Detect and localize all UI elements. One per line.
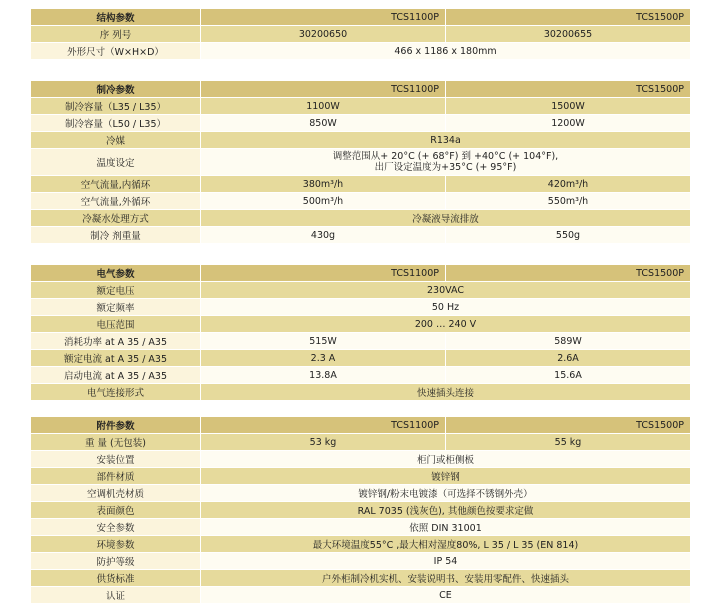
model-tcs1500p-header: TCS1500P <box>446 417 691 434</box>
value-shared: 冷凝液导流排放 <box>201 210 691 227</box>
row-label: 冷凝水处理方式 <box>31 210 201 227</box>
row-label: 电气连接形式 <box>31 384 201 401</box>
section-title: 附件参数 <box>31 417 201 434</box>
table-row <box>31 115 691 132</box>
value-shared: IP 54 <box>201 553 691 570</box>
table-row <box>31 434 691 451</box>
electrical-params-table <box>30 264 691 401</box>
row-label: 空气流量,内循环 <box>31 176 201 193</box>
value-shared: RAL 7035 (浅灰色), 其他颜色按要求定做 <box>201 502 691 519</box>
value-shared: 快速插头连接 <box>201 384 691 401</box>
table-row <box>31 587 691 604</box>
accessory-params-table <box>30 416 691 604</box>
table-row <box>31 282 691 299</box>
row-label: 安全参数 <box>31 519 201 536</box>
table-header-row <box>31 265 691 282</box>
value-shared: 依照 DIN 31001 <box>201 519 691 536</box>
row-label: 制冷容量（L50 / L35） <box>31 115 201 132</box>
table-row <box>31 468 691 485</box>
value-tcs1500p: 1500W <box>446 98 691 115</box>
row-label: 部件材质 <box>31 468 201 485</box>
row-label: 温度设定 <box>31 149 201 176</box>
table-row <box>31 149 691 176</box>
value-shared: 最大环境温度55°C ,最大相对湿度80%, L 35 / L 35 (EN 814) <box>201 536 691 553</box>
value-tcs1500p: 550g <box>446 227 691 244</box>
value-tcs1500p: 589W <box>446 333 691 350</box>
value-tcs1100p: 850W <box>201 115 446 132</box>
row-label: 空气流量,外循环 <box>31 193 201 210</box>
value-tcs1100p: 1100W <box>201 98 446 115</box>
table-row <box>31 536 691 553</box>
row-label: 供货标准 <box>31 570 201 587</box>
value-tcs1500p: 55 kg <box>446 434 691 451</box>
value-shared <box>201 149 691 176</box>
section-title: 制冷参数 <box>31 81 201 98</box>
value-tcs1100p: 430g <box>201 227 446 244</box>
row-label: 重 量 (无包装) <box>31 434 201 451</box>
row-label: 环境参数 <box>31 536 201 553</box>
value-shared: 200 … 240 V <box>201 316 691 333</box>
row-label: 认证 <box>31 587 201 604</box>
model-tcs1100p-header: TCS1100P <box>201 81 446 98</box>
value-tcs1500p: 420m³/h <box>446 176 691 193</box>
value-tcs1100p: 515W <box>201 333 446 350</box>
value-tcs1500p: 15.6A <box>446 367 691 384</box>
structure-params-table <box>30 8 691 60</box>
value-tcs1100p: 2.3 A <box>201 350 446 367</box>
table-header-row <box>31 81 691 98</box>
table-row <box>31 519 691 536</box>
row-label: 安装位置 <box>31 451 201 468</box>
table-row <box>31 227 691 244</box>
section-title: 结构参数 <box>31 9 201 26</box>
value-tcs1500p: 1200W <box>446 115 691 132</box>
value-shared: 镀锌钢/粉末电镀漆（可选择不锈钢外壳） <box>201 485 691 502</box>
table-header-row <box>31 417 691 434</box>
table-row <box>31 132 691 149</box>
value-shared: CE <box>201 587 691 604</box>
row-label: 额定电压 <box>31 282 201 299</box>
table-row <box>31 26 691 43</box>
row-label: 电压范围 <box>31 316 201 333</box>
row-label: 表面颜色 <box>31 502 201 519</box>
row-label: 外形尺寸（W×H×D） <box>31 43 201 60</box>
model-tcs1100p-header: TCS1100P <box>201 9 446 26</box>
row-label: 额定频率 <box>31 299 201 316</box>
row-label: 消耗功率 at A 35 / A35 <box>31 333 201 350</box>
model-tcs1100p-header: TCS1100P <box>201 265 446 282</box>
table-row <box>31 299 691 316</box>
row-label: 防护等级 <box>31 553 201 570</box>
table-row <box>31 570 691 587</box>
table-row <box>31 98 691 115</box>
value-tcs1500p: 30200655 <box>446 26 691 43</box>
table-row <box>31 553 691 570</box>
value-shared: R134a <box>201 132 691 149</box>
value-tcs1100p: 500m³/h <box>201 193 446 210</box>
value-shared: 柜门或柜侧板 <box>201 451 691 468</box>
row-label: 制冷容量（L35 / L35） <box>31 98 201 115</box>
row-label: 序 列号 <box>31 26 201 43</box>
row-label: 空调机壳材质 <box>31 485 201 502</box>
table-row <box>31 210 691 227</box>
table-row <box>31 193 691 210</box>
table-row <box>31 502 691 519</box>
value-tcs1500p: 550m³/h <box>446 193 691 210</box>
section-title: 电气参数 <box>31 265 201 282</box>
table-row <box>31 367 691 384</box>
value-shared: 镀锌钢 <box>201 468 691 485</box>
temp-setting-line-1: 调整范围从+ 20°C (+ 68°F) 到 +40°C (+ 104°F), <box>332 151 559 162</box>
value-shared: 230VAC <box>201 282 691 299</box>
value-tcs1100p: 13.8A <box>201 367 446 384</box>
table-row <box>31 384 691 401</box>
table-row <box>31 333 691 350</box>
row-label: 冷媒 <box>31 132 201 149</box>
table-row <box>31 43 691 60</box>
table-row <box>31 176 691 193</box>
table-row <box>31 350 691 367</box>
model-tcs1100p-header: TCS1100P <box>201 417 446 434</box>
value-shared: 户外柜制冷机实机、安装说明书、安装用零配件、快速插头 <box>201 570 691 587</box>
model-tcs1500p-header: TCS1500P <box>446 9 691 26</box>
model-tcs1500p-header: TCS1500P <box>446 265 691 282</box>
value-tcs1100p: 53 kg <box>201 434 446 451</box>
table-row <box>31 485 691 502</box>
row-label: 制冷 剂重量 <box>31 227 201 244</box>
table-header-row <box>31 9 691 26</box>
value-tcs1100p: 380m³/h <box>201 176 446 193</box>
value-tcs1100p: 30200650 <box>201 26 446 43</box>
row-label: 额定电流 at A 35 / A35 <box>31 350 201 367</box>
table-row <box>31 316 691 333</box>
model-tcs1500p-header: TCS1500P <box>446 81 691 98</box>
value-tcs1500p: 2.6A <box>446 350 691 367</box>
value-shared: 466 x 1186 x 180mm <box>201 43 691 60</box>
table-row <box>31 451 691 468</box>
temp-setting-line-2: 出厂设定温度为+35°C (+ 95°F) <box>374 162 517 173</box>
value-shared: 50 Hz <box>201 299 691 316</box>
cooling-params-table <box>30 80 691 244</box>
row-label: 启动电流 at A 35 / A35 <box>31 367 201 384</box>
